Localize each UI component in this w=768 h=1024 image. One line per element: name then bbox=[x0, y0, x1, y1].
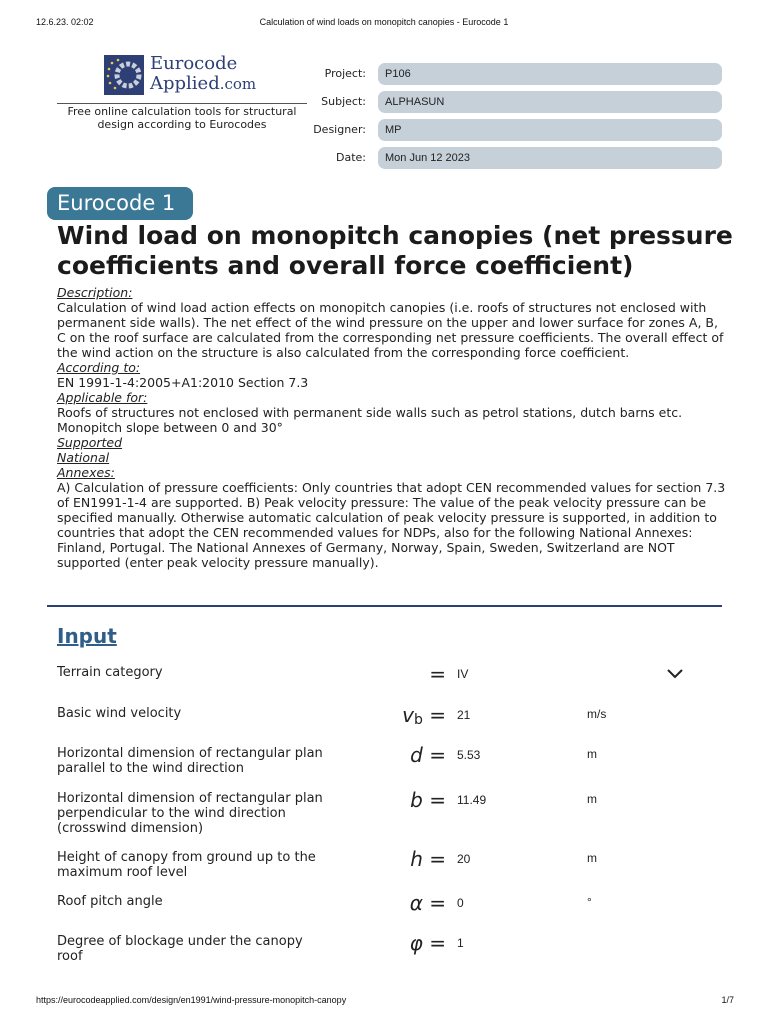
meta-label-date: Date: bbox=[336, 151, 366, 164]
applicable-label: Applicable for: bbox=[57, 390, 148, 405]
meta-row-date bbox=[300, 147, 722, 169]
blockage-sym: φ bbox=[409, 931, 423, 955]
dimension-b-label: Horizontal dimension of rectangular plan perpendicular to the wind direction (crosswind dimension) bbox=[57, 791, 323, 836]
dimension-d-label: Horizontal dimension of rectangular plan parallel to the wind direction bbox=[57, 746, 323, 776]
section-divider bbox=[47, 605, 722, 607]
basic-wind-velocity-unit: m/s bbox=[587, 707, 607, 721]
blockage-eq: = bbox=[429, 931, 446, 955]
basic-wind-velocity-label: Basic wind velocity bbox=[57, 706, 182, 721]
logo-line2 bbox=[150, 74, 256, 94]
dimension-d-sym: d bbox=[410, 743, 423, 767]
roof-pitch-symbol bbox=[360, 891, 446, 915]
annex-text: A) Calculation of pressure coefficients: Only countries that adopt CEN recommended values for section 7.3 of EN1991-1-4 are supported. B) Peak velocity pressure: The value of the peak velocity pressure can be specified manually. Otherwise automatic calculation of peak velocity pressure is supported, in addition to countries that adopt the CEN recommended values for NDPs, also for the following National Annexes: Finland, Portugal. The National Annexes of Germany, Norway, Spain, Sweden, Switzerland are NOT supported (enter peak velocity pressure manually). bbox=[57, 480, 726, 570]
height-h-input[interactable]: 20 bbox=[457, 852, 471, 866]
gear-stars-icon bbox=[104, 55, 144, 95]
page-title: Wind load on monopitch canopies (net pressure coefficients and overall force coefficient) bbox=[57, 221, 733, 280]
roof-pitch-unit: ° bbox=[587, 895, 592, 909]
project-field[interactable] bbox=[378, 63, 722, 85]
roof-pitch-eq: = bbox=[429, 891, 446, 915]
project-value: P106 bbox=[385, 68, 411, 80]
basic-wind-velocity-eq: = bbox=[429, 703, 446, 727]
dimension-b-sym: b bbox=[410, 788, 423, 812]
dimension-b-unit: m bbox=[587, 792, 597, 806]
meta-label-subject: Subject: bbox=[321, 95, 366, 108]
basic-wind-velocity-input[interactable]: 21 bbox=[457, 708, 471, 722]
print-page-number: 1/7 bbox=[721, 995, 734, 1005]
roof-pitch-input[interactable]: 0 bbox=[457, 896, 464, 910]
subject-field[interactable] bbox=[378, 91, 722, 113]
basic-wind-velocity-sub: b bbox=[413, 712, 423, 728]
height-h-label: Height of canopy from ground up to the maximum roof level bbox=[57, 850, 316, 880]
height-h-eq: = bbox=[429, 847, 446, 871]
chevron-down-icon[interactable] bbox=[666, 667, 684, 679]
annex-label-3: Annexes: bbox=[57, 465, 115, 480]
dimension-b-symbol bbox=[360, 788, 446, 812]
height-h-unit: m bbox=[587, 851, 597, 865]
meta-row-subject bbox=[300, 91, 722, 113]
description-block bbox=[57, 285, 727, 570]
date-value: Mon Jun 12 2023 bbox=[385, 152, 471, 164]
print-footer bbox=[0, 995, 768, 1007]
input-heading: Input bbox=[57, 624, 117, 648]
basic-wind-velocity-sym: v bbox=[402, 703, 414, 727]
terrain-category-symbol bbox=[360, 662, 446, 686]
dimension-d-symbol bbox=[360, 743, 446, 767]
print-url[interactable]: https://eurocodeapplied.com/design/en1991/wind-pressure-monopitch-canopy bbox=[36, 995, 347, 1005]
tagline: Free online calculation tools for structural design according to Eurocodes bbox=[67, 105, 297, 131]
eurocode-badge: Eurocode 1 bbox=[47, 187, 193, 220]
annex-label-2: National bbox=[57, 450, 110, 465]
height-h-symbol bbox=[360, 847, 446, 871]
dimension-d-eq: = bbox=[429, 743, 446, 767]
logo[interactable] bbox=[104, 54, 274, 96]
height-h-sym: h bbox=[410, 847, 423, 871]
meta-label-project: Project: bbox=[324, 67, 366, 80]
designer-field[interactable] bbox=[378, 119, 722, 141]
meta-row-project bbox=[300, 63, 722, 85]
terrain-category-eq: = bbox=[429, 662, 446, 686]
according-text: EN 1991-1-4:2005+A1:2010 Section 7.3 bbox=[57, 375, 309, 390]
dimension-d-input[interactable]: 5.53 bbox=[457, 748, 481, 762]
print-header bbox=[0, 17, 768, 29]
logo-line1: Eurocode bbox=[150, 53, 238, 74]
terrain-category-select[interactable]: IV bbox=[457, 667, 469, 681]
roof-pitch-sym: α bbox=[409, 891, 423, 915]
date-field[interactable] bbox=[378, 147, 722, 169]
terrain-category-label: Terrain category bbox=[57, 665, 163, 680]
logo-line2-suffix: .com bbox=[219, 75, 257, 93]
annex-label-1: Supported bbox=[57, 435, 123, 450]
according-label: According to: bbox=[57, 360, 141, 375]
logo-divider bbox=[57, 103, 307, 104]
subject-value: ALPHASUN bbox=[385, 96, 445, 108]
logo-text bbox=[150, 54, 256, 94]
meta-row-designer bbox=[300, 119, 722, 141]
applicable-text: Roofs of structures not enclosed with permanent side walls such as petrol stations, dutch barns etc. Monopitch slope between 0 and 30° bbox=[57, 405, 683, 435]
meta-label-designer: Designer: bbox=[313, 123, 366, 136]
dimension-b-eq: = bbox=[429, 788, 446, 812]
blockage-input[interactable]: 1 bbox=[457, 936, 464, 950]
description-text: Calculation of wind load action effects on monopitch canopies (i.e. roofs of structures not enclosed with permanent side walls). The net effect of the wind pressure on the upper and lower surface for zones A, B, C on the roof surface are calculated from the corresponding net pressure coefficients. The overall effect of the wind action on the structure is also calculated from the corresponding force coefficient. bbox=[57, 300, 724, 360]
print-datetime: 12.6.23. 02:02 bbox=[36, 17, 94, 27]
roof-pitch-label: Roof pitch angle bbox=[57, 894, 163, 909]
dimension-d-unit: m bbox=[587, 747, 597, 761]
designer-value: MP bbox=[385, 124, 402, 136]
dimension-b-input[interactable]: 11.49 bbox=[457, 793, 487, 807]
logo-line2-main: Applied bbox=[150, 73, 220, 94]
print-page-title: Calculation of wind loads on monopitch canopies - Eurocode 1 bbox=[259, 17, 509, 27]
basic-wind-velocity-symbol bbox=[360, 703, 446, 728]
blockage-label: Degree of blockage under the canopy roof bbox=[57, 934, 303, 964]
blockage-symbol bbox=[360, 931, 446, 955]
description-label: Description: bbox=[57, 285, 133, 300]
